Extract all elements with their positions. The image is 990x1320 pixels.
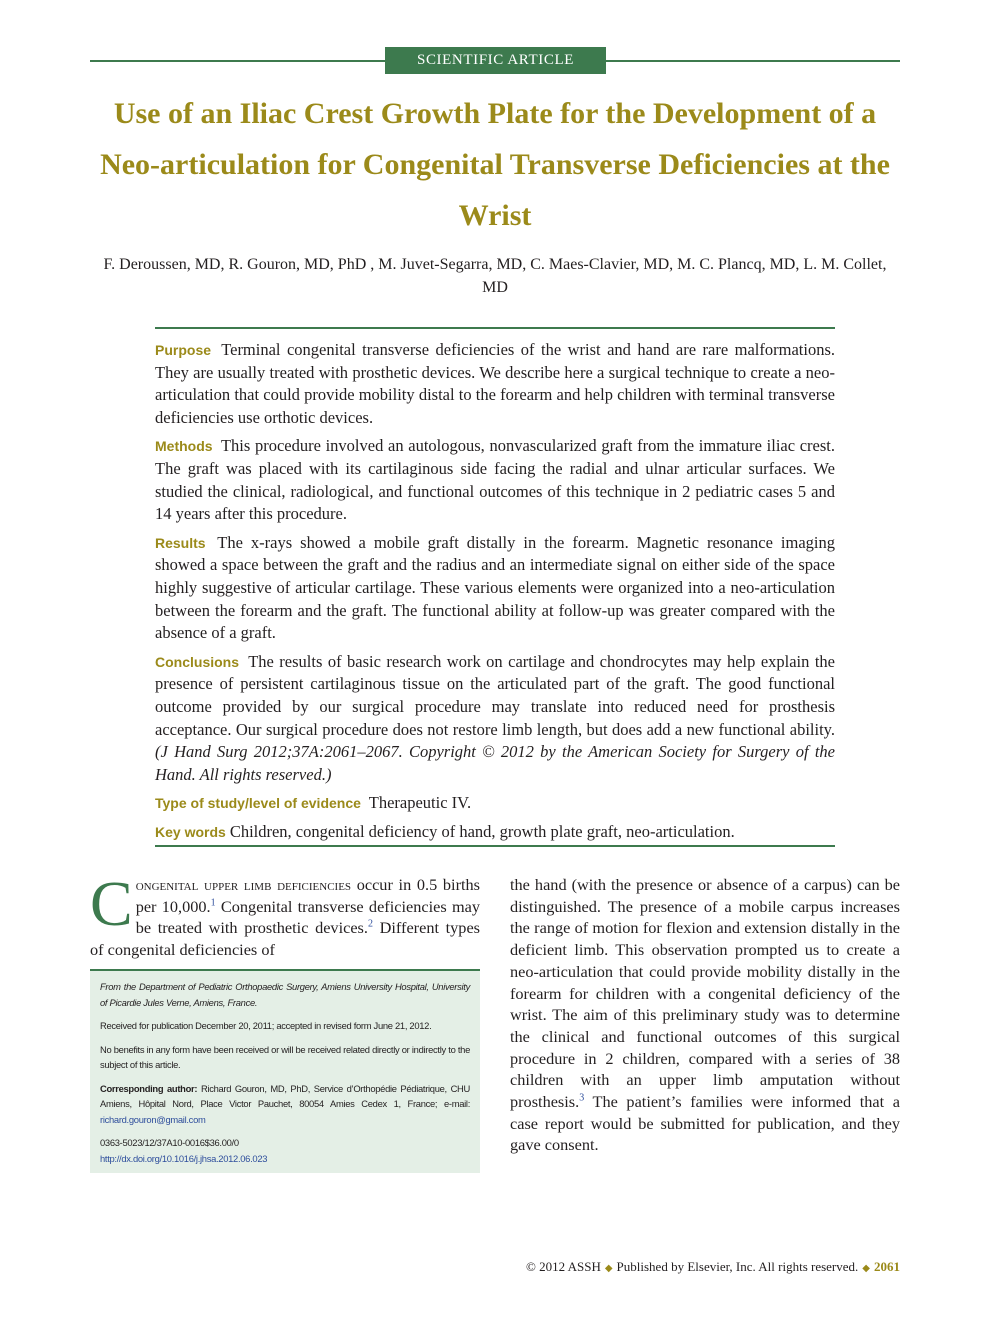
bullet-icon: ◆ [604, 1263, 613, 1274]
issn: 0363-5023/12/37A10-0016$36.00/0 [100, 1137, 239, 1148]
article-title: Use of an Iliac Crest Growth Plate for the Development of a Neo-articulation for Congenital Transverse Deficiencies at the Wrist [100, 97, 890, 232]
intro-text-3: Different types of congenital deficiencies of [90, 918, 481, 960]
abstract-study-type [155, 792, 835, 815]
corresponding-author [100, 1081, 470, 1128]
keywords-label: Key words [155, 823, 226, 840]
results-label: Results [155, 534, 206, 551]
page-footer [526, 1257, 900, 1279]
corresponding-text: Richard Gouron, MD, PhD, Service d’Orthopédie Pédiatrique, CHU Amiens, Hôpital Nord, Place Victor Pauchet, 80054 Amies Cedex 1, France; e-mail: [100, 1082, 470, 1109]
intro-smallcaps: ongenital upper limb deficiencies [135, 875, 352, 894]
reference-3-link[interactable]: 3 [579, 1092, 585, 1104]
keywords-text: Children, congenital deficiency of hand, growth plate graft, neo-articulation. [229, 821, 735, 841]
body-paragraph [510, 874, 900, 1156]
intro-text-1: occur in 0.5 births per 10,000. [135, 875, 480, 916]
drop-cap: C [90, 868, 133, 939]
citation-text: (J Hand Surg 2012;37A:2061–2067. Copyright © 2012 by the American Society for Surgery of the Hand. All rights reserved.) [155, 742, 835, 785]
methods-label: Methods [155, 438, 213, 455]
purpose-label: Purpose [155, 342, 212, 358]
reference-2-link[interactable]: 2 [367, 918, 373, 930]
intro-paragraph [90, 868, 481, 961]
doi-link[interactable]: http://dx.doi.org/10.1016/j.jhsa.2012.06.023 [100, 1152, 268, 1164]
abstract-methods [155, 435, 835, 526]
footer-copyright: © 2012 ASSH [525, 1259, 601, 1274]
abstract-keywords [155, 821, 835, 844]
benefits-statement: No benefits in any form have been received or will be received related directly or indirectly to the subject of this article. [100, 1043, 470, 1070]
results-text: The x-rays showed a mobile graft distally in the forearm. Magnetic resonance imaging showed a space between the graft and the radius and an intermediate signal on either side of the space highly suggestive of articular cartilage. These various elements were organized into a neo-articulation between the forearm and the graft. The functional ability at follow-up was greater compared with the absence of a graft. [155, 532, 836, 643]
abstract-conclusions [155, 651, 835, 787]
abstract-top-rule [155, 327, 835, 329]
study-type-label: Type of study/level of evidence [155, 795, 361, 812]
affiliation-from: From the Department of Pediatric Orthopaedic Surgery, Amiens University Hospital, University of Picardie Jules Verne, Amiens, France. [100, 981, 470, 1008]
intro-text-2: Congenital transverse deficiencies may be treated with prosthetic devices. [135, 896, 480, 938]
body-text-1: the hand (with the presence or absence of a carpus) can be distinguished. The presence of a mobile carpus increases the range of motion for flexion and extension distally in the deficient limb. This observation prompted us to create a neo-articulation that could provide mobility distally in the forearm for children with a congenital deficiency of the wrist. The aim of this preliminary study was to determine the clinical and functional outcomes of this surgical procedure in 2 children, compared with a series of 38 children with an upper limb amputation without prosthesis. [510, 875, 900, 1112]
reference-1-link[interactable]: 1 [210, 897, 216, 909]
abstract-bottom-rule [155, 845, 835, 847]
abstract-results [155, 532, 835, 646]
received-dates: Received for publication December 20, 2011; accepted in revised form June 21, 2012. [100, 1020, 432, 1031]
abstract [155, 339, 835, 849]
study-type-text: Therapeutic IV. [368, 793, 472, 813]
body-right-column [510, 874, 900, 1156]
abstract-purpose [155, 339, 835, 430]
page-number: 2061 [874, 1259, 900, 1274]
purpose-text: Terminal congenital transverse deficiencies of the wrist and hand are rare malformations. They are usually treated with prosthetic devices. We describe here a surgical technique to create a neo-articulation that could provide mobility distal to the forearm and help children with terminal transverse deficiencies use orthotic devices. [155, 340, 835, 428]
footer-publisher: Published by Elsevier, Inc. All rights reserved. [616, 1259, 859, 1274]
corresponding-label: Corresponding author: [100, 1082, 198, 1094]
author-list: F. Deroussen, MD, R. Gouron, MD, PhD , M. Juvet-Segarra, MD, C. Maes-Clavier, MD, M. C. Plancq, MD, L. M. Collet, MD [103, 256, 887, 296]
section-label: SCIENTIFIC ARTICLE [385, 47, 606, 74]
affiliation-box [90, 969, 480, 1173]
bullet-icon: ◆ [862, 1263, 870, 1274]
email-link[interactable]: richard.gouron@gmail.com [100, 1113, 206, 1125]
conclusions-label: Conclusions [155, 653, 240, 670]
body-left-column [90, 868, 481, 961]
body-text-2: The patient’s families were informed that a case report would be submitted for publication, and they gave consent. [510, 1092, 900, 1155]
conclusions-text: The results of basic research work on cartilage and chondrocytes may help explain the presence of persistent cartilaginous tissue on the articulated part of the graft. The good functional outcome provided by our surgical procedure may translate into reduced need for prosthesis acceptance. Our surgical procedure does not restore limb length, but does add a new functional ability. [155, 651, 836, 739]
methods-text: This procedure involved an autologous, nonvascularized graft from the immature iliac crest. The graft was placed with its cartilaginous side facing the radial and ulnar articular surfaces. We studied the clinical, radiological, and functional outcomes of this technique in 2 pediatric cases 5 and 14 years after this procedure. [155, 436, 835, 524]
